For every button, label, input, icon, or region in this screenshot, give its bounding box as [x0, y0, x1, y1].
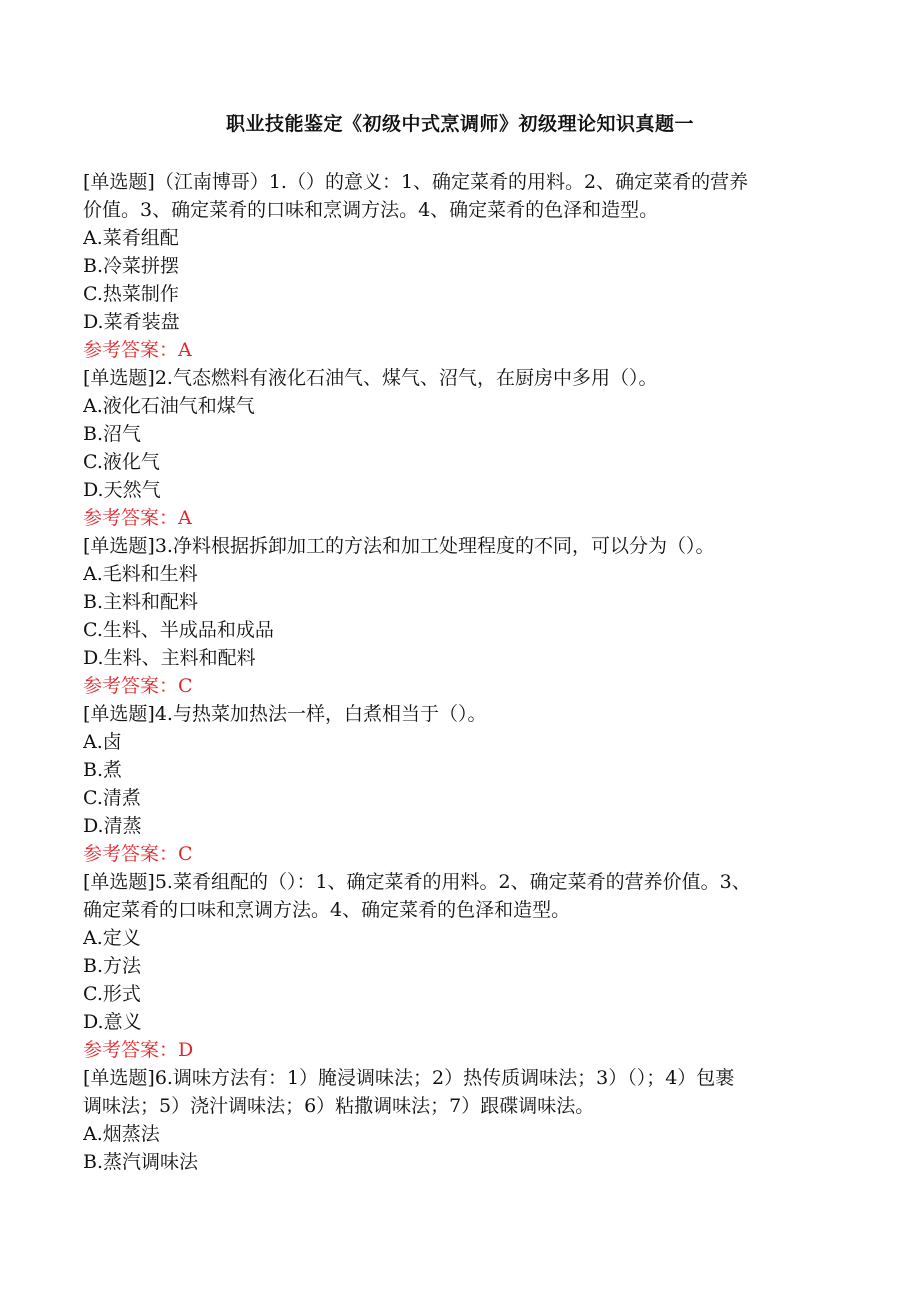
- option-c: C.热菜制作: [83, 283, 179, 305]
- question-block: [83, 168, 843, 364]
- option-b: B.沼气: [83, 423, 142, 445]
- question-stem-line: 调味法；5）浇汁调味法；6）粘撒调味法；7）跟碟调味法。: [83, 1095, 595, 1117]
- question-block: [83, 700, 843, 868]
- option-a: A.菜肴组配: [83, 227, 179, 249]
- option-a: A.液化石油气和煤气: [83, 395, 255, 417]
- option-d: D.生料、主料和配料: [83, 647, 256, 669]
- option-d: D.天然气: [83, 479, 161, 501]
- option-d: D.清蒸: [83, 815, 142, 837]
- option-b: B.方法: [83, 955, 142, 977]
- question-stem-line: [单选题]2.气态燃料有液化石油气、煤气、沼气，在厨房中多用（）。: [83, 367, 658, 389]
- question-stem-line: [单选题]4.与热菜加热法一样，白煮相当于（）。: [83, 703, 487, 725]
- reference-answer: 参考答案：A: [83, 507, 192, 529]
- option-c: C.形式: [83, 983, 141, 1005]
- option-b: B.蒸汽调味法: [83, 1151, 199, 1173]
- question-stem-line: [单选题]（江南博哥）1.（）的意义：1、确定菜肴的用料。2、确定菜肴的营养: [83, 171, 749, 193]
- option-a: A.卤: [83, 731, 122, 753]
- option-c: C.清煮: [83, 787, 141, 809]
- reference-answer: 参考答案：D: [83, 1039, 194, 1061]
- page-title: 职业技能鉴定《初级中式烹调师》初级理论知识真题一: [225, 113, 694, 135]
- question-stem-line: [单选题]6.调味方法有：1）腌浸调味法；2）热传质调味法；3）（）；4）包裹: [83, 1067, 735, 1089]
- option-c: C.生料、半成品和成品: [83, 619, 274, 641]
- reference-answer: 参考答案：A: [83, 339, 192, 361]
- reference-answer: 参考答案：C: [83, 843, 193, 865]
- reference-answer: 参考答案：C: [83, 675, 193, 697]
- option-d: D.菜肴装盘: [83, 311, 180, 333]
- question-stem-line: 价值。3、确定菜肴的口味和烹调方法。4、确定菜肴的色泽和造型。: [83, 199, 659, 221]
- option-b: B.主料和配料: [83, 591, 199, 613]
- question-block: [83, 868, 843, 1064]
- question-stem-line: 确定菜肴的口味和烹调方法。4、确定菜肴的色泽和造型。: [83, 899, 571, 921]
- option-a: A.毛料和生料: [83, 563, 198, 585]
- question-stem-line: [单选题]5.菜肴组配的（）：1、确定菜肴的用料。2、确定菜肴的营养价值。3、: [83, 871, 751, 893]
- question-list: [83, 168, 843, 1176]
- option-b: B.冷菜拼摆: [83, 255, 180, 277]
- question-block: [83, 532, 843, 700]
- question-block: [83, 1064, 843, 1176]
- option-c: C.液化气: [83, 451, 160, 473]
- option-b: B.煮: [83, 759, 123, 781]
- option-a: A.烟蒸法: [83, 1123, 160, 1145]
- option-d: D.意义: [83, 1011, 142, 1033]
- question-stem-line: [单选题]3.净料根据拆卸加工的方法和加工处理程度的不同，可以分为（）。: [83, 535, 715, 557]
- option-a: A.定义: [83, 927, 141, 949]
- question-block: [83, 364, 843, 532]
